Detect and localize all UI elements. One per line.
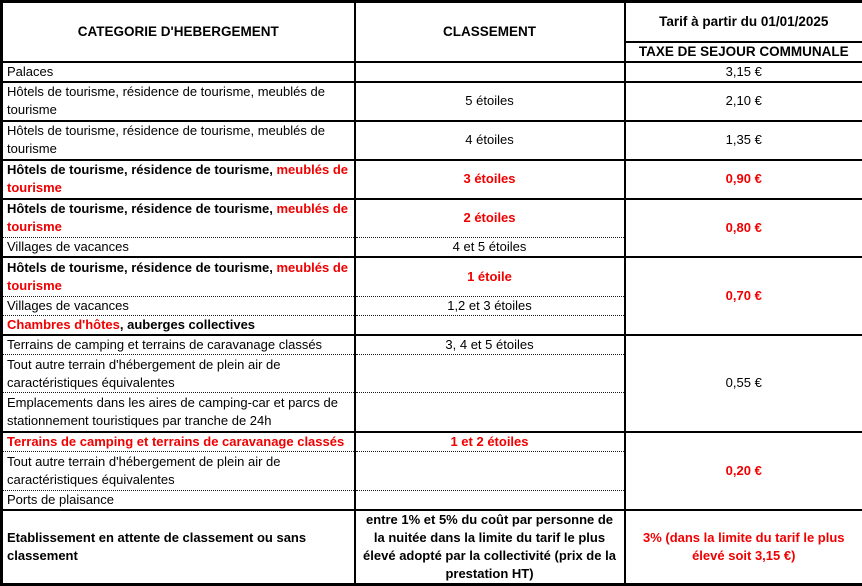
category-cell: Hôtels de tourisme, résidence de tourisme, meublés de tourisme	[2, 82, 355, 121]
table-row	[2, 335, 862, 355]
tarif-cell: 0,20 €	[625, 432, 862, 510]
category-text: Hôtels de tourisme, résidence de tourisme,	[7, 260, 276, 275]
category-cell	[2, 315, 355, 335]
category-cell: Terrains de camping et terrains de caravanage classés	[2, 432, 355, 452]
header-classement: CLASSEMENT	[355, 2, 625, 62]
classement-cell: 1,2 et 3 étoiles	[355, 296, 625, 315]
classement-cell: 2 étoiles	[355, 199, 625, 238]
classement-cell	[355, 315, 625, 335]
category-cell	[2, 199, 355, 238]
classement-cell	[355, 393, 625, 432]
table-row	[2, 510, 862, 585]
category-cell: Ports de plaisance	[2, 490, 355, 510]
tarif-cell: 0,55 €	[625, 335, 862, 432]
table-row	[2, 257, 862, 296]
category-cell: Tout autre terrain d'hébergement de plein air de caractéristiques équivalentes	[2, 355, 355, 393]
category-cell: Emplacements dans les aires de camping-car et parcs de stationnement touristiques par tranche de 24h	[2, 393, 355, 432]
table-row	[2, 199, 862, 238]
table-row	[2, 121, 862, 160]
category-cell: Etablissement en attente de classement ou sans classement	[2, 510, 355, 585]
classement-cell	[355, 490, 625, 510]
category-text-red: meublés de tourisme	[7, 260, 348, 293]
category-cell: Palaces	[2, 62, 355, 82]
tarif-cell: 2,10 €	[625, 82, 862, 121]
table-row	[2, 82, 862, 121]
tarif-cell: 0,80 €	[625, 199, 862, 258]
table-row	[2, 160, 862, 199]
classement-cell: 4 étoiles	[355, 121, 625, 160]
category-text: Hôtels de tourisme, résidence de tourisme,	[7, 162, 276, 177]
classement-cell: 4 et 5 étoiles	[355, 238, 625, 258]
category-cell	[2, 160, 355, 199]
classement-cell	[355, 355, 625, 393]
classement-cell	[355, 451, 625, 490]
category-cell: Villages de vacances	[2, 296, 355, 315]
tarif-cell: 3% (dans la limite du tarif le plus élevé soit 3,15 €)	[625, 510, 862, 585]
category-text: , auberges collectives	[120, 317, 255, 332]
category-cell	[2, 257, 355, 296]
category-text-red: meublés de tourisme	[7, 201, 348, 234]
category-cell: Villages de vacances	[2, 238, 355, 258]
category-text: Hôtels de tourisme, résidence de tourisme,	[7, 201, 276, 216]
category-cell: Terrains de camping et terrains de caravanage classés	[2, 335, 355, 355]
header-tarif-subtitle: TAXE DE SEJOUR COMMUNALE	[625, 42, 862, 62]
table-row	[2, 62, 862, 82]
category-cell: Hôtels de tourisme, résidence de tourisme, meublés de tourisme	[2, 121, 355, 160]
tarif-cell: 0,90 €	[625, 160, 862, 199]
tarif-cell: 0,70 €	[625, 257, 862, 335]
classement-cell: entre 1% et 5% du coût par personne de la nuitée dans la limite du tarif le plus élevé adopté par la collectivité (prix de la prestation HT)	[355, 510, 625, 585]
classement-cell: 5 étoiles	[355, 82, 625, 121]
category-text-red: Chambres d'hôtes	[7, 317, 120, 332]
classement-cell: 3, 4 et 5 étoiles	[355, 335, 625, 355]
table-row	[2, 432, 862, 452]
tarif-cell: 3,15 €	[625, 62, 862, 82]
tarif-cell: 1,35 €	[625, 121, 862, 160]
category-text-red: meublés de tourisme	[7, 162, 348, 195]
header-tarif-title: Tarif à partir du 01/01/2025	[625, 2, 862, 42]
category-cell: Tout autre terrain d'hébergement de plein air de caractéristiques équivalentes	[2, 451, 355, 490]
classement-cell: 3 étoiles	[355, 160, 625, 199]
header-categorie: CATEGORIE D'HEBERGEMENT	[2, 2, 355, 62]
classement-cell: 1 étoile	[355, 257, 625, 296]
classement-cell	[355, 62, 625, 82]
classement-cell: 1 et 2 étoiles	[355, 432, 625, 452]
